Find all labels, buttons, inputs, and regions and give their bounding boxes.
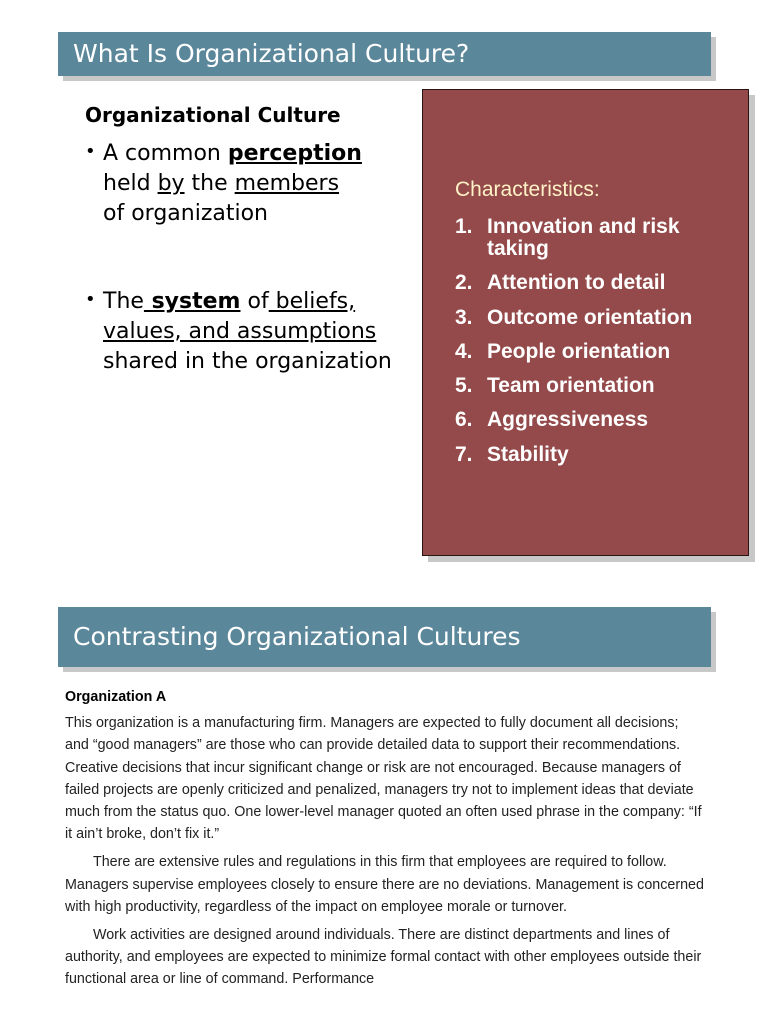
list-item [455, 375, 745, 397]
characteristics-list [455, 216, 745, 478]
list-item [455, 307, 745, 329]
item-number: 3. [455, 305, 473, 329]
organization-label: Organization A [65, 689, 167, 705]
underlined-text: beliefs, [268, 289, 356, 314]
bullet-text: held [103, 171, 158, 196]
list-item [455, 272, 745, 294]
bullet-text: The [103, 289, 144, 314]
item-number: 1. [455, 215, 473, 238]
underlined-text: values, and assumptions [103, 319, 377, 344]
paragraph: There are extensive rules and regulations in this firm that employees are required to follow. Managers supervise employees closely to ensure there are no deviations. Management is concerned with high productivity, regardless of the impact on employee morale or turnover. [65, 854, 704, 915]
definition-column [85, 103, 415, 377]
emphasis-text: perception [227, 141, 362, 166]
bullet-item [85, 139, 415, 229]
item-label: Innovation and risk taking [487, 215, 680, 260]
item-number: 6. [455, 408, 473, 432]
bullet-text: A common [103, 141, 228, 166]
item-number: 5. [455, 374, 473, 398]
case-text [65, 686, 705, 997]
underlined-text: members [234, 171, 340, 196]
bullet-text: the [184, 171, 235, 196]
bullet-text: shared in the organization [103, 349, 392, 374]
list-item [455, 409, 745, 431]
list-item [455, 216, 745, 260]
bullet-text: of [240, 289, 269, 314]
list-item [455, 444, 745, 466]
item-label: Attention to detail [487, 271, 666, 295]
underlined-text: by [157, 171, 185, 196]
item-label: People orientation [487, 339, 671, 363]
paragraph: This organization is a manufacturing firm. Managers are expected to fully document all decisions; and “good managers” are those who can provide detailed data to support their recommendations. Creative decisions that incur significant change or risk are not encouraged. Because managers of failed projects are openly criticized and penalized, managers try not to implement ideas that deviate much from the status quo. One lower-level manager quoted an often used phrase in the company: “If it ain’t broke, don’t fix it.” [65, 715, 702, 843]
item-label: Outcome orientation [487, 305, 693, 329]
item-label: Stability [487, 442, 569, 466]
item-label: Aggressiveness [487, 408, 649, 432]
bullet-text: of organization [103, 201, 268, 226]
characteristics-title: Characteristics: [455, 178, 600, 201]
list-item [455, 341, 745, 363]
characteristics-panel [422, 89, 749, 556]
item-number: 2. [455, 271, 473, 295]
bullet-item [85, 287, 415, 377]
paragraph: Work activities are designed around individuals. There are distinct departments and lines of authority, and employees are expected to minimize formal contact with other employees outside their functional area or line of command. Performance [65, 927, 702, 988]
emphasis-text: system [143, 289, 241, 314]
section-heading: Organizational Culture [85, 103, 341, 127]
item-number: 4. [455, 339, 473, 363]
slide-title: What Is Organizational Culture? [58, 32, 711, 76]
item-label: Team orientation [487, 374, 655, 398]
item-number: 7. [455, 442, 473, 466]
slide-title: Contrasting Organizational Cultures [58, 607, 711, 667]
